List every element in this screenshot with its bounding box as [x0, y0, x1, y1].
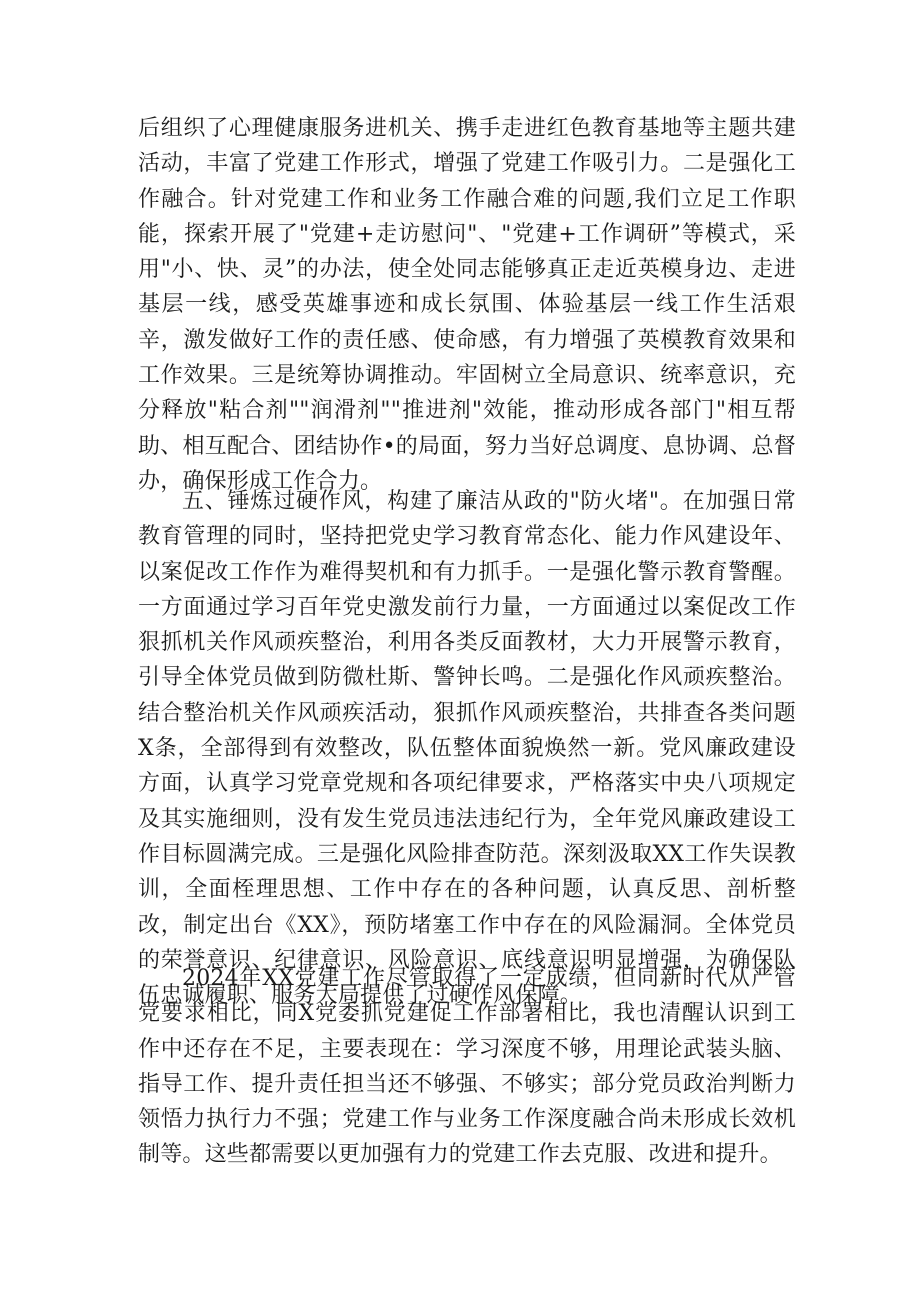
body-paragraph: 2024年XX党建工作尽管取得了一定成绩，但同新时代从严管党要求相比，同X党委抓党建促工作部署相比，我也清醒认识到工作中还存在不足，主要表现在：学习深度不够，用理论武装头脑、指导工作、提升责任担当还不够强、不够实；部分党员政治判断力领悟力执行力不强；党建工作与业务工作深度融合尚未形成长效机制等。这些都需要以更加强有力的党建工作去克服、改进和提升。 [138, 966, 796, 1168]
body-paragraph: 后组织了心理健康服务进机关、携手走进红色教育基地等主题共建活动，丰富了党建工作形式，增强了党建工作吸引力。二是强化工作融合。针对党建工作和业务工作融合难的问题,我们立足工作职能，探索开展了"党建+走访慰问"、"党建+工作调研”等模式，采用"小、快、灵”的办法，使全处同志能够真正走近英模身边、走进基层一线，感受英雄事迹和成长氛围、体验基层一线工作生活艰辛，激发做好工作的责任感、使命感，有力增强了英模教育效果和工作效果。三是统筹协调推动。牢固树立全局意识、统率意识，充分释放"粘合剂""润滑剂""推进剂"效能，推动形成各部门"相互帮助、相互配合、团结协作•的局面，努力当好总调度、息协调、总督办，确保形成工作合力。 [138, 116, 796, 494]
body-paragraph: 五、锤炼过硬作风，构建了廉洁从政的"防火堵"。在加强日常教育管理的同时，坚持把党史学习教育常态化、能力作风建设年、以案促改工作作为难得契机和有力抓手。一是强化警示教育警醒。一方面通过学习百年党史激发前行力量，一方面通过以案促改工作狠抓机关作风顽疾整治，利用各类反面教材，大力开展警示教育，引导全体党员做到防微杜斯、警钟长鸣。二是强化作风顽疾整治。结合整治机关作风顽疾活动，狠抓作风顽疾整治，共排查各类问题X条，全部得到有效整改，队伍整体面貌焕然一新。党风廉政建设方面，认真学习党章党规和各项纪律要求，严格落实中央八项规定及其实施细则，没有发生党员违法违纪行为，全年党风廉政建设工作目标圆满完成。三是强化风险排查防范。深刻汲取XX工作失误教训，全面桎理思想、工作中存在的各种问题，认真反思、剖析整改，制定出台《XX》，预防堵塞工作中存在的风险漏洞。全体党员的荣誉意识、纪律意识、风险意识、底线意识明显增强，为确保队伍忠诚履职、服务大局提供了过硬作风保障。 [138, 489, 796, 1009]
